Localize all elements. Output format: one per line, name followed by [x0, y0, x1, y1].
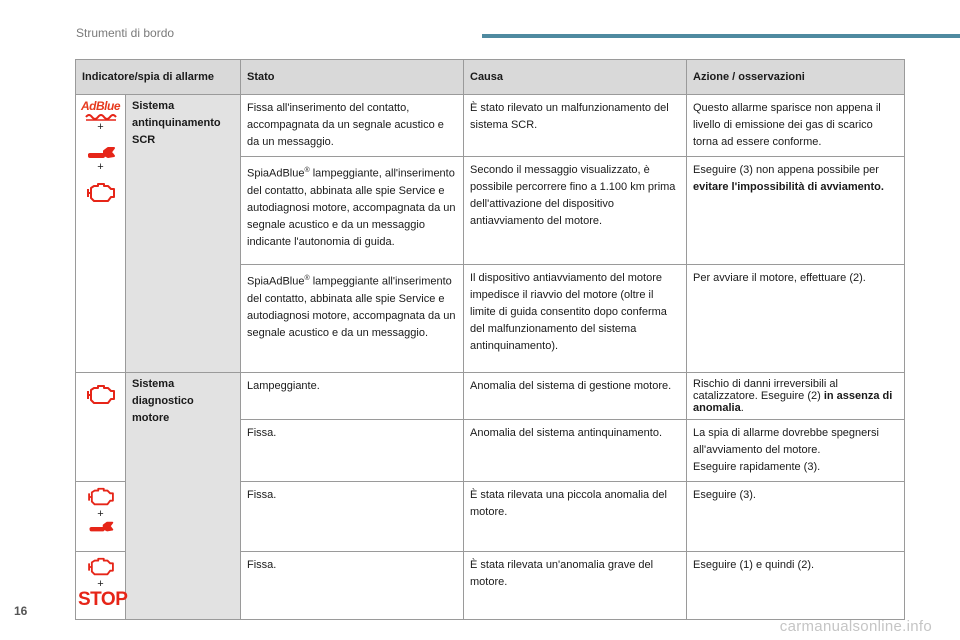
- azione-cell: Per avviare il motore, effettuare (2).: [687, 265, 905, 373]
- stato-cell: SpiaAdBlue® lampeggiante, all'inserimento del contatto, abbinata alle spie Service e autodiagnosi motore, accompagnata da un segnale acustico e da un messaggio indicante l'autonomia di guida.: [241, 157, 464, 265]
- azione-cell: La spia di allarme dovrebbe spegnersi all'avviamento del motore. Eseguire rapidamente (3).: [687, 420, 905, 482]
- plus-sign: +: [97, 508, 104, 520]
- engine-wrench-icon-cell: [76, 482, 126, 552]
- azione-cell: Questo allarme sparisce non appena il livello di emissione dei gas di scarico torna ad essere conforme.: [687, 95, 905, 157]
- table-row: [76, 95, 905, 157]
- causa-cell: Secondo il messaggio visualizzato, è possibile percorrere fino a 1.100 km prima dell'attivazione del dispositivo antiavviamento del motore.: [464, 157, 687, 265]
- engine-icon: [84, 556, 118, 578]
- section-title: Strumenti di bordo: [76, 26, 175, 40]
- engine-icon: [84, 383, 118, 407]
- causa-cell: Il dispositivo antiavviamento del motore impedisce il riavvio del motore (oltre il limite di guida consentito dopo conferma del malfunzionamento del sistema antinquinamento).: [464, 265, 687, 373]
- azione-cell: Eseguire (3) non appena possibile per evitare l'impossibilità di avviamento.: [687, 157, 905, 265]
- plus-sign: +: [97, 161, 104, 173]
- azione-cell: Eseguire (3).: [687, 482, 905, 552]
- engine-stop-icon-cell: [76, 552, 126, 620]
- table-row: [76, 373, 905, 420]
- adblue-wave-icon: [85, 113, 117, 121]
- stato-cell: Fissa.: [241, 420, 464, 482]
- system-name-diagnostic: Sistema diagnostico motore: [126, 373, 241, 620]
- scr-icons-cell: [76, 95, 126, 373]
- column-header-causa: Causa: [464, 60, 687, 95]
- plus-sign: +: [97, 121, 104, 133]
- system-name-scr: Sistema antinquinamento SCR: [126, 95, 241, 373]
- wrench-icon: [86, 145, 116, 161]
- causa-cell: È stata rilevata una piccola anomalia del motore.: [464, 482, 687, 552]
- column-header-stato: Stato: [241, 60, 464, 95]
- azione-cell: Rischio di danni irreversibili al catalizzatore. Eseguire (2) in assenza di anomalia.: [687, 373, 905, 420]
- watermark: carmanualsonline.info: [779, 618, 932, 635]
- header-accent-bar: [482, 34, 960, 38]
- column-header-indicator: Indicatore/spia di allarme: [76, 60, 241, 95]
- causa-cell: È stato rilevato un malfunzionamento del sistema SCR.: [464, 95, 687, 157]
- stato-cell: Fissa.: [241, 482, 464, 552]
- stato-cell: Fissa.: [241, 552, 464, 620]
- column-header-azione: Azione / osservazioni: [687, 60, 905, 95]
- wrench-icon: [86, 520, 116, 534]
- causa-cell: Anomalia del sistema antinquinamento.: [464, 420, 687, 482]
- engine-icon: [84, 486, 118, 508]
- azione-cell: Eseguire (1) e quindi (2).: [687, 552, 905, 620]
- engine-icon-cell: [76, 373, 126, 482]
- page-number: 16: [14, 604, 28, 618]
- causa-cell: È stata rilevata un'anomalia grave del motore.: [464, 552, 687, 620]
- table-header-row: [76, 60, 905, 95]
- stop-icon: STOP: [78, 589, 128, 610]
- engine-icon: [84, 181, 118, 205]
- causa-cell: Anomalia del sistema di gestione motore.: [464, 373, 687, 420]
- stato-cell: Lampeggiante.: [241, 373, 464, 420]
- plus-sign: +: [97, 578, 104, 590]
- adblue-icon: AdBlue: [81, 99, 120, 113]
- warning-lights-table: [75, 59, 905, 620]
- stato-cell: SpiaAdBlue® lampeggiante all'inserimento del contatto, abbinata alle spie Service e autodiagnosi motore, accompagnata da un segnale acustico e da un messaggio.: [241, 265, 464, 373]
- stato-cell: Fissa all'inserimento del contatto, accompagnata da un segnale acustico e da un messaggio.: [241, 95, 464, 157]
